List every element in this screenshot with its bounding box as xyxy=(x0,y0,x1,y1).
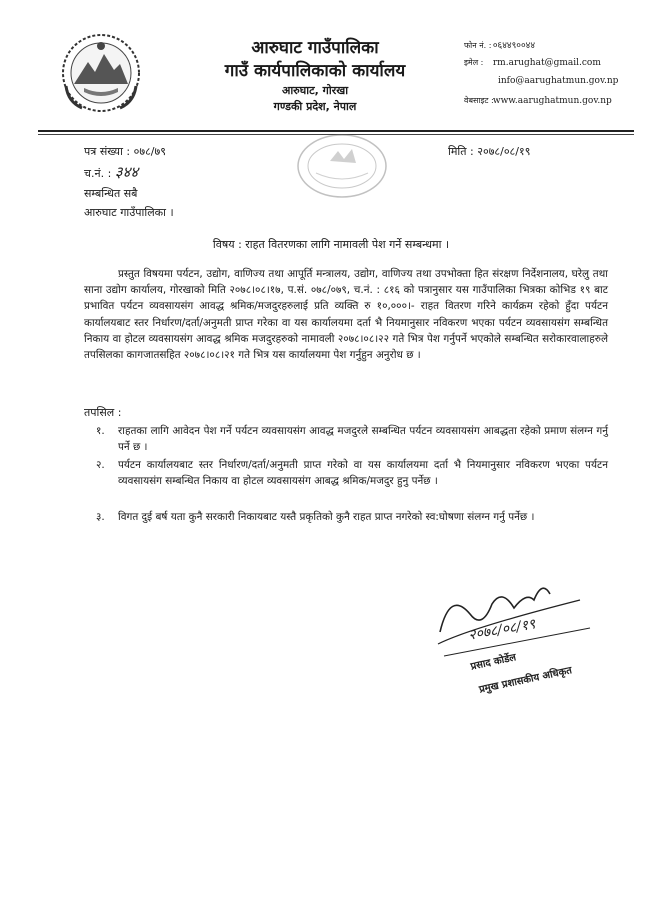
list-item xyxy=(96,457,608,490)
address-line-2: गण्डकी प्रदेश, नेपाल xyxy=(273,100,357,113)
body-paragraph: प्रस्तुत विषयमा पर्यटन, उद्योग, वाणिज्य तथा आपूर्ति मन्त्रालय, उद्योग, वाणिज्य तथा उपभोक्ता हित संरक्षण निर्देशनालय, घरेलु तथा साना उद्योग कार्यालय, गोरखाको मिति २०७८।०८।१७, प.सं. ०७८/०७९, च.नं. : ८१६ को पत्रानुसार यस गाउँपालिका भित्रका कोभिड १९ बाट प्रभावित पर्यटन व्यवसायसंग आवद्ध श्रमिक/मजदुरहरुलाई प्रति व्यक्ति रु १०,०००।- राहत वितरण गरिने कार्यक्रम रहेको हुँदा पर्यटन कार्यालयबाट स्तर निर्धारण/दर्ता/अनुमती प्राप्त गरेका वा यस कार्यालयमा दर्ता भै नियमानुसार नविकरण भएका पर्यटन व्यवसायसंग सम्बन्धित निकाय वा होटल व्यवसायसंग आवद्ध श्रमिक मजदुरहरुको नामावली २०७८।०८।२२ गते भित्र पेश गर्नुपर्ने भएकोले सम्बन्धित सरोकारवालाहरुले तपसिलका कागजातसहित २०७८।०८।२१ गते भित्र यस कार्यालयमा पेश गर्नुहुन अनुरोध छ । xyxy=(84,268,608,362)
contact-phone xyxy=(464,38,535,51)
list-item xyxy=(96,509,608,525)
email-value-2[interactable]: info@aarughatmun.gov.np xyxy=(498,76,619,86)
list-item-text: राहतका लागि आवेदन पेश गर्ने पर्यटन व्यवसायसंग आवद्ध मजदुरले सम्बन्धित पर्यटन व्यवसायसंग आबद्धता रहेको प्रमाण संलग्न गर्नु पर्ने छ । xyxy=(118,425,608,454)
government-emblem-icon xyxy=(60,32,142,114)
list-item-number: २. xyxy=(96,459,105,471)
website-value[interactable]: www.aarughatmun.gov.np xyxy=(492,96,612,106)
stamp-title: प्रमुख प्रशासकीय अधिकृत xyxy=(478,665,573,696)
list-item-number: १. xyxy=(96,425,105,437)
stamp-name: प्रसाद कोर्डेल xyxy=(469,652,518,673)
letter-date xyxy=(448,144,530,159)
recipient-line-1: सम्बन्धित सबै xyxy=(84,187,138,200)
dispatch-value: ३४४ xyxy=(114,163,139,181)
website-label: वेबसाइट : xyxy=(464,96,494,105)
date-label: मिति : xyxy=(448,145,474,158)
contact-website xyxy=(464,95,612,106)
office-stamp-icon xyxy=(296,133,388,199)
signature-date: २०७८/०८/१९ xyxy=(467,616,537,644)
dispatch-label: च.नं. : xyxy=(84,167,112,180)
phone-label: फोन नं. : xyxy=(464,41,492,50)
reference-number xyxy=(84,144,166,159)
email-label: इमेल : xyxy=(464,58,484,67)
list-item xyxy=(96,423,608,456)
list-item-text: पर्यटन कार्यालयबाट स्तर निर्धारण/दर्ता/अनुमती प्राप्त गरेको वा यस कार्यालयमा दर्ता भै नियमानुसार नविकरण भएका पर्यटन व्यवसायसंग सम्बन्धित निकाय वा होटल व्यवसायसंग आबद्ध श्रमिक/मजदुर हुनु पर्नेछ । xyxy=(118,459,608,488)
date-value: २०७८/०८/१९ xyxy=(477,145,531,158)
contact-email xyxy=(464,57,601,68)
letter-subject: विषय : राहत वितरणका लागि नामावली पेश गर्ने सम्बन्धमा । xyxy=(212,238,450,251)
recipient-line-2: आरुघाट गाउँपालिका । xyxy=(84,206,174,219)
phone-value: ०६४४९००४४ xyxy=(492,41,535,51)
office-name: आरुघाट गाउँपालिका xyxy=(251,38,379,58)
office-subtitle: गाउँ कार्यपालिकाको कार्यालय xyxy=(224,61,406,81)
reference-label: पत्र संख्या : xyxy=(84,145,131,158)
address-line-1: आरुघाट, गोरखा xyxy=(281,84,349,97)
list-item-number: ३. xyxy=(96,511,105,523)
dispatch-number xyxy=(84,162,138,182)
list-item-text: विगत दुई बर्ष यता कुनै सरकारी निकायबाट यस्तै प्रकृतिको कुनै राहत प्राप्त नगरेको स्व:घोषणा संलग्न गर्नु पर्नेछ । xyxy=(118,511,535,523)
reference-value: ०७८/७९ xyxy=(133,145,166,158)
email-value-1[interactable]: rm.arughat@gmail.com xyxy=(492,58,601,68)
enclosure-label: तपसिल : xyxy=(84,406,122,419)
header-divider xyxy=(38,130,634,132)
signature-block xyxy=(430,570,600,700)
